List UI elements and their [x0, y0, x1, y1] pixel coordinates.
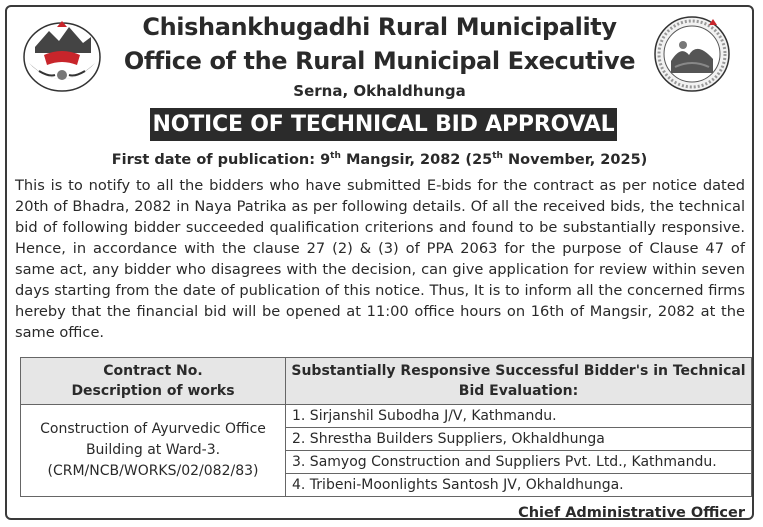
municipality-name: Chishankhugadhi Rural Municipality: [142, 13, 617, 41]
table-row: [21, 405, 752, 428]
work-description: Construction of Ayurvedic Office Building at Ward-3. (CRM/NCB/WORKS/02/082/83): [21, 405, 286, 497]
signature-title: Chief Administrative Officer: [518, 505, 745, 521]
publication-date: First date of publication: 9th Mangsir, 2082 (25th November, 2025): [111, 151, 648, 168]
bidder-item: 3. Samyog Construction and Suppliers Pvt. Ltd., Kathmandu.: [286, 451, 752, 474]
header-contract: Contract No. Description of works: [21, 358, 286, 405]
office-name: Office of the Rural Municipal Executive: [123, 47, 636, 75]
table-header-row: [21, 358, 752, 405]
notice-title: NOTICE OF TECHNICAL BID APPROVAL: [150, 108, 617, 141]
notice-body: This is to notify to all the bidders who have submitted E-bids for the contract as per notice dated 20th of Bhadra, 2082 in Naya Patrika as per following details. Of all the received bids, the technical bid of following bidder succeeded qualification criterions and found to be substantially responsive. Hence, in accordance with the clause 27 (2) & (3) of PPA 2063 for the purpose of Clause 47 of same act, any bidder who disagrees with the decision, can give application for review within seven days starting from the date of publication of this notice. Thus, It is to inform all the concerned firms hereby that the financial bid will be opened at 11:00 office hours on 16th of Mangsir, 2082 at the same office.: [15, 177, 745, 341]
header-bidders: Substantially Responsive Successful Bidder's in Technical Bid Evaluation:: [286, 358, 752, 405]
office-location: Serna, Okhaldhunga: [293, 82, 466, 100]
notice-frame: [5, 5, 754, 520]
bid-results-table: [20, 357, 752, 497]
bidder-item: 1. Sirjanshil Subodha J/V, Kathmandu.: [286, 405, 752, 428]
bidder-item: 4. Tribeni-Moonlights Santosh JV, Okhaldhunga.: [286, 474, 752, 497]
bidder-item: 2. Shrestha Builders Suppliers, Okhaldhunga: [286, 428, 752, 451]
